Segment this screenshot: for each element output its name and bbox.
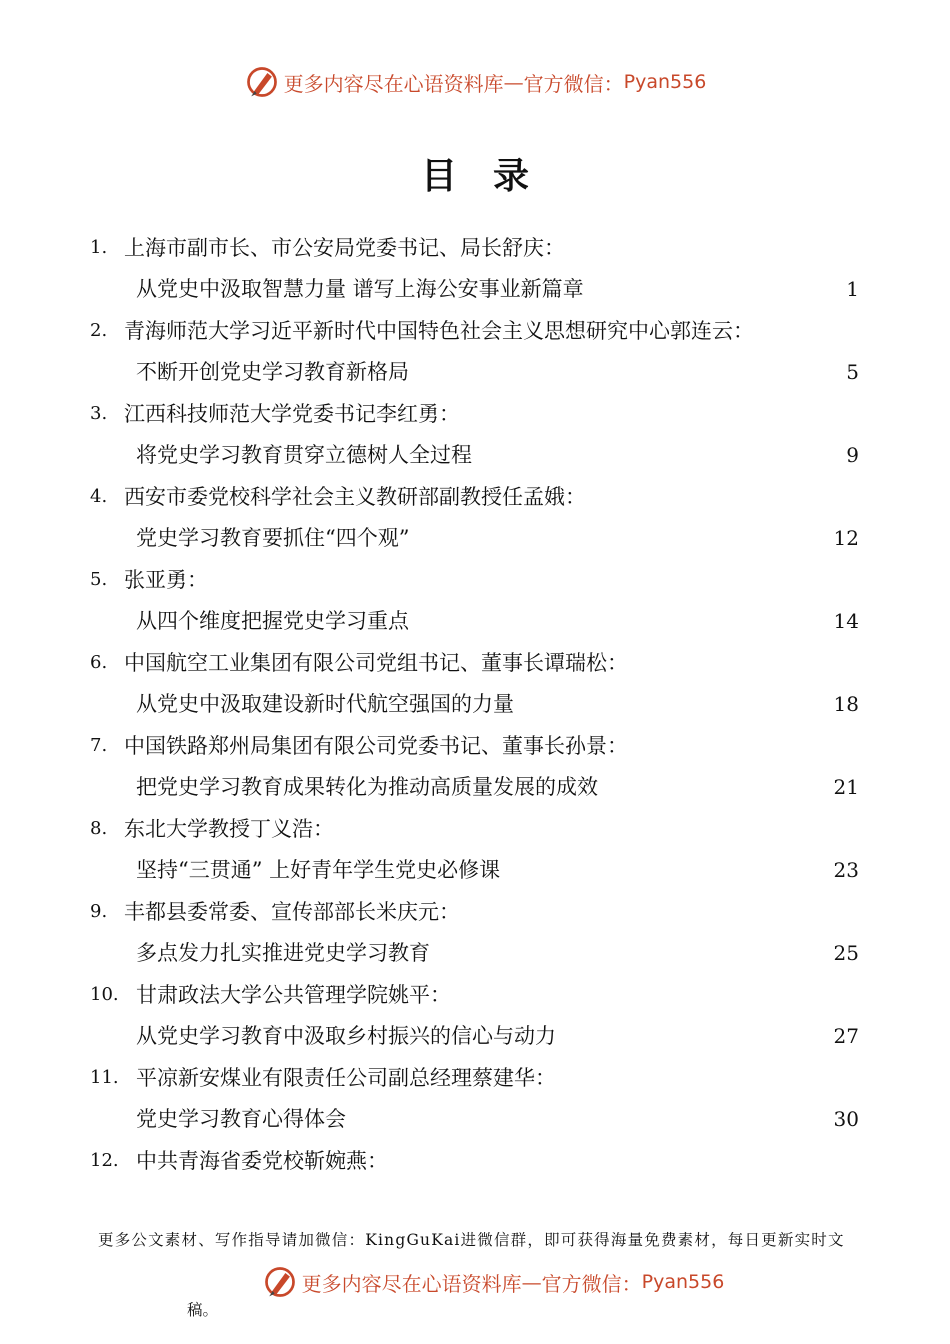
toc-page-number: 18 xyxy=(833,692,859,716)
toc-number: 5. xyxy=(90,569,108,590)
toc-subtitle: 党史学习教育要抓住“四个观” xyxy=(136,526,410,550)
toc-number: 8. xyxy=(90,818,108,839)
toc-subtitle: 把党史学习教育成果转化为推动高质量发展的成效 xyxy=(136,775,598,799)
toc-subtitle: 从党史学习教育中汲取乡村振兴的信心与动力 xyxy=(136,1024,556,1048)
toc-author: 张亚勇： xyxy=(124,568,208,592)
toc-entry-2-title[interactable] xyxy=(0,352,950,392)
toc-author: 甘肃政法大学公共管理学院姚平： xyxy=(136,983,451,1007)
toc-number: 11. xyxy=(90,1067,119,1088)
footer-note-continuation: 稿。 xyxy=(187,1301,219,1319)
toc-subtitle: 从党史中汲取智慧力量 谱写上海公安事业新篇章 xyxy=(136,277,584,301)
watermark-wechat-id: Pyan556 xyxy=(641,1271,725,1293)
toc-author: 中国铁路郑州局集团有限公司党委书记、董事长孙景： xyxy=(124,734,628,758)
toc-subtitle: 从党史中汲取建设新时代航空强国的力量 xyxy=(136,692,514,716)
toc-page-number: 5 xyxy=(846,360,859,384)
toc-entry-4-title[interactable] xyxy=(0,518,950,558)
pen-logo-icon xyxy=(244,64,280,100)
toc-page-number: 25 xyxy=(833,941,859,965)
toc-number: 12. xyxy=(90,1150,119,1171)
toc-author: 上海市副市长、市公安局党委书记、局长舒庆： xyxy=(124,236,565,260)
toc-page-number: 9 xyxy=(846,443,859,467)
toc-author: 东北大学教授丁义浩： xyxy=(124,817,334,841)
toc-entry-3-title[interactable] xyxy=(0,435,950,475)
toc-page-number: 12 xyxy=(833,526,859,550)
toc-number: 4. xyxy=(90,486,108,507)
watermark-dash: — xyxy=(503,70,524,94)
toc-page-number: 1 xyxy=(846,277,859,301)
toc-subtitle: 从四个维度把握党史学习重点 xyxy=(136,609,409,633)
toc-page-number: 27 xyxy=(833,1024,859,1048)
watermark-header xyxy=(0,64,950,100)
watermark-label: 官方微信： xyxy=(523,71,624,96)
footer-note: 更多公文素材、写作指导请加微信：KingGuKai进微信群，即可获得海量免费素材，每日更新实时文 xyxy=(98,1231,845,1249)
toc-entry-10-title[interactable] xyxy=(0,1016,950,1056)
watermark-text: 更多内容尽在心语资料库 xyxy=(283,71,504,96)
toc-entry-6-title[interactable] xyxy=(0,684,950,724)
toc-subtitle: 坚持“三贯通” 上好青年学生党史必修课 xyxy=(136,858,501,882)
toc-author: 平凉新安煤业有限责任公司副总经理蔡建华： xyxy=(136,1066,556,1090)
toc-entry-5-title[interactable] xyxy=(0,601,950,641)
watermark-label: 官方微信： xyxy=(541,1271,642,1296)
toc-author: 丰都县委常委、宣传部部长米庆元： xyxy=(124,900,460,924)
toc-number: 2. xyxy=(90,320,108,341)
watermark-dash: — xyxy=(521,1270,542,1294)
watermark-wechat-id: Pyan556 xyxy=(623,71,707,93)
toc-subtitle: 多点发力扎实推进党史学习教育 xyxy=(136,941,430,965)
pen-logo-icon xyxy=(262,1264,298,1300)
page-title: 目录 xyxy=(420,155,565,197)
toc-entry-11-title[interactable] xyxy=(0,1099,950,1139)
toc-entry-1-title[interactable] xyxy=(0,269,950,309)
toc-number: 1. xyxy=(90,237,108,258)
toc-author: 西安市委党校科学社会主义教研部副教授任孟娥： xyxy=(124,485,586,509)
toc-page-number: 21 xyxy=(833,775,859,799)
toc-page-number: 30 xyxy=(833,1107,859,1131)
toc-author: 青海师范大学习近平新时代中国特色社会主义思想研究中心郭连云： xyxy=(124,319,754,343)
toc-author: 江西科技师范大学党委书记李红勇： xyxy=(124,402,460,426)
toc-entry-9-title[interactable] xyxy=(0,933,950,973)
toc-number: 10. xyxy=(90,984,119,1005)
watermark-footer xyxy=(18,1264,950,1300)
toc-page-number: 23 xyxy=(833,858,859,882)
toc-number: 7. xyxy=(90,735,108,756)
toc-entry-7-title[interactable] xyxy=(0,767,950,807)
toc-author: 中共青海省委党校靳婉燕： xyxy=(136,1149,388,1173)
toc-number: 3. xyxy=(90,403,108,424)
toc-entry-8-title[interactable] xyxy=(0,850,950,890)
toc-subtitle: 将党史学习教育贯穿立德树人全过程 xyxy=(136,443,472,467)
toc-subtitle: 党史学习教育心得体会 xyxy=(136,1107,346,1131)
toc-page-number: 14 xyxy=(833,609,859,633)
toc-number: 9. xyxy=(90,901,108,922)
toc-subtitle: 不断开创党史学习教育新格局 xyxy=(136,360,409,384)
watermark-text: 更多内容尽在心语资料库 xyxy=(301,1271,522,1296)
toc-number: 6. xyxy=(90,652,108,673)
toc-author: 中国航空工业集团有限公司党组书记、董事长谭瑞松： xyxy=(124,651,628,675)
